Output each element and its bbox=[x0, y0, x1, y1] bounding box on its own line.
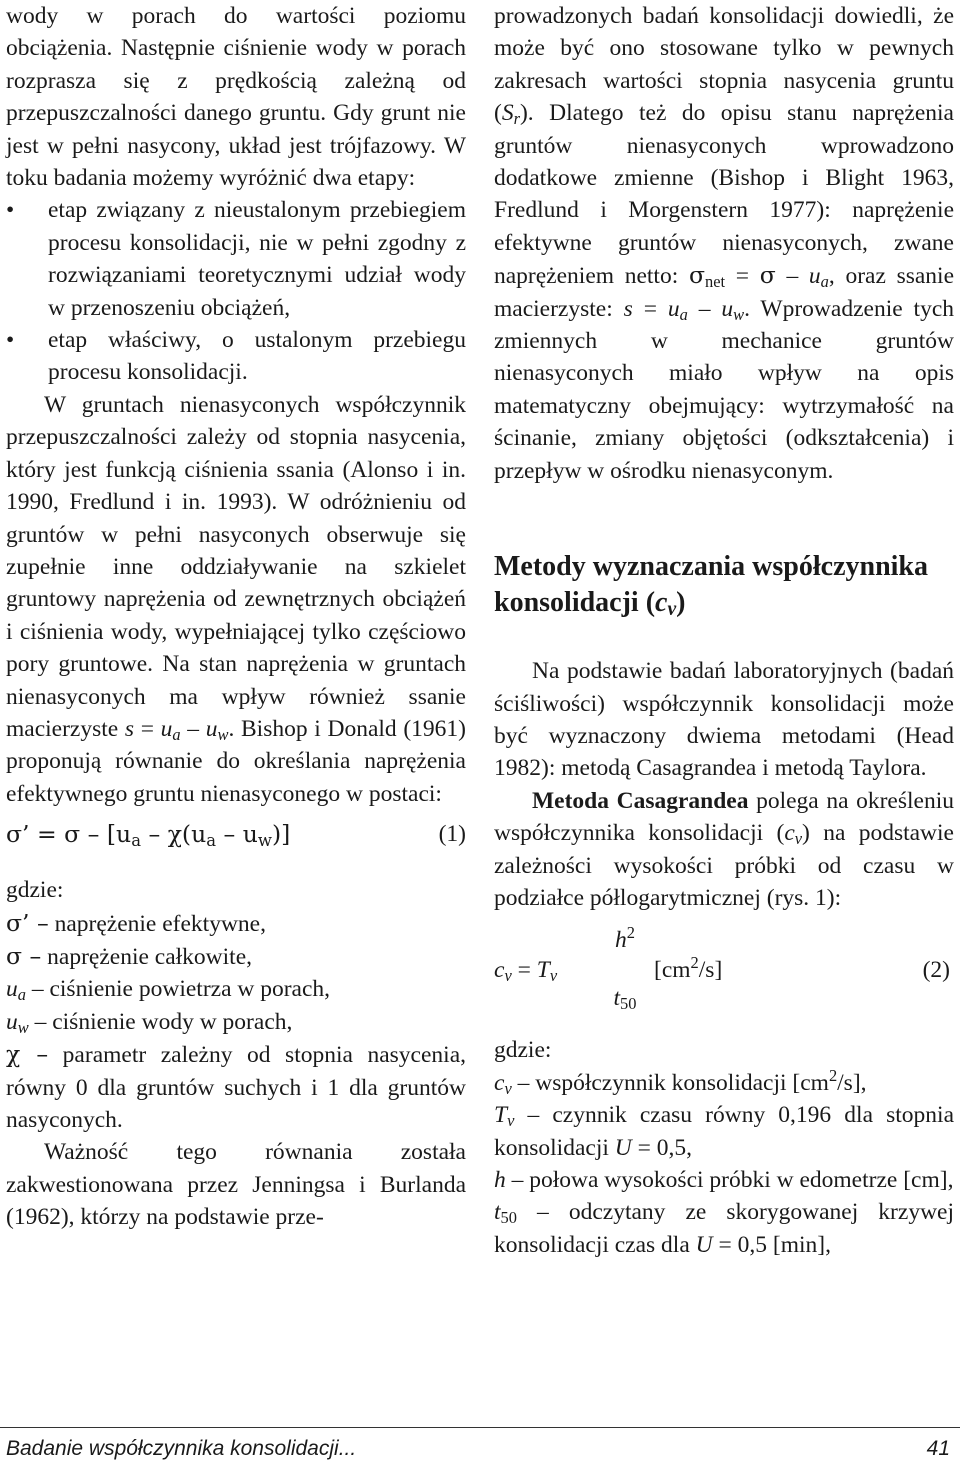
definition-list bbox=[6, 874, 466, 1136]
right-column bbox=[494, 0, 954, 1261]
list-item-text: etap właściwy, o ustalonym przebiegu procesu konsolidacji. bbox=[48, 327, 466, 386]
equation-fraction bbox=[600, 924, 650, 1014]
paragraph: Na podstawie badań laboratoryjnych (badań ściśliwości) współczynnik konsolidacji może być wyznaczony dwiema metodami (Head 1982): metodą Casagrandea i metodą Taylora. bbox=[494, 658, 954, 782]
definition-item: $T_v$ – czynnik czasu równy 0,196 dla stopnia konsolidacji U = 0,5, bbox=[494, 1102, 954, 1161]
definition-item: σ – naprężenie całkowite, bbox=[6, 941, 252, 970]
definition-item: σ’ – naprężenie efektywne, bbox=[6, 908, 266, 937]
list-item bbox=[6, 324, 466, 389]
footer-divider bbox=[0, 1427, 960, 1428]
definition-list bbox=[494, 1034, 954, 1261]
fraction-numerator: $h^2$ bbox=[615, 923, 635, 954]
definition-item: $c_v$ – współczynnik konsolidacji $[cm^2/s]$, bbox=[494, 1065, 867, 1098]
bullet-icon: • bbox=[6, 197, 15, 224]
list-item-text: etap związany z nieustalonym przebiegiem procesu konsolidacji, nie w pełni zgodny z rozwiązaniami teoretycznymi udział wody w przenoszeniu obciążeń, bbox=[48, 197, 466, 321]
bold-term: Metoda Casagrandea bbox=[532, 787, 749, 814]
equation-number: (1) bbox=[438, 821, 466, 848]
bullet-icon: • bbox=[6, 327, 15, 354]
paragraph: prowadzonych badań konsolidacji dowiedli, że może być ono stosowane tylko w pewnych zakresach wartości stopnia nasycenia gruntu $(S_r)$. Dlatego też do opisu stanu naprężenia gruntów nienasyconych wprowadzono dodatkowe zmienne (Bishop i Blight 1963, Fredlund i Morgenstern 1977): naprężenie efektywne gruntów nienasyconych, zwane naprężeniem netto: $\sigma_{net} = \sigma - u_a$, oraz ssanie macierzyste: $s = u_a - u_w$. Wprowadzenie tych zmiennych w mechanice gruntów nienasyconych miało wpływ na opis matematyczny obejmujący: wytrzymałość na ścinanie, zmiany objętości (odkształcenia) i przepływ w ośrodku nienasyconym. bbox=[494, 3, 955, 484]
where-label: gdzie: bbox=[6, 877, 64, 904]
equation-1 bbox=[6, 818, 466, 852]
equation-2 bbox=[494, 924, 954, 1020]
equation-lhs: $c_v = T_v$ bbox=[494, 957, 558, 986]
left-column bbox=[6, 0, 466, 1234]
equation-body: σ’ = σ – $[u_a - \chi(u_a - u_w)]$ bbox=[6, 820, 291, 851]
bullet-list bbox=[6, 194, 466, 388]
definition-item: $u_a$ – ciśnienie powietrza w porach, bbox=[6, 976, 331, 1005]
fraction-denominator: $t_{50}$ bbox=[613, 985, 637, 1014]
definition-item: $u_w$ – ciśnienie wody w porach, bbox=[6, 1008, 293, 1037]
section-heading: Metody wyznaczania współczynnika konsolidacji $(c_v)$ bbox=[494, 551, 928, 621]
paragraph: Metoda Casagrandea polega na określeniu współczynnika konsolidacji $(c_v)$ na podstawie zależności wysokości próbki od czasu w podziałce półlogarytmicznej (rys. 1): bbox=[494, 787, 954, 911]
definition-item: h – połowa wysokości próbki w edometrze [cm], bbox=[494, 1166, 954, 1193]
paragraph: wody w porach do wartości poziomu obciążenia. Następnie ciśnienie wody w porach rozprasza się z prędkością zależną od przepuszczalności danego gruntu. Gdy grunt nie jest w pełni nasycony, układ jest trójfazowy. W toku badania możemy wyróżnić dwa etapy: bbox=[6, 3, 466, 192]
equation-number: (2) bbox=[922, 957, 950, 984]
paragraph: W gruntach nienasyconych współczynnik przepuszczalności zależy od stopnia nasycenia, który jest funkcją ciśnienia ssania (Alonso i in. 1990, Fredlund i in. 1993). W odróżnieniu od gruntów w pełni nasyconych obserwuje się zupełnie inne oddziaływanie na szkielet gruntowy naprężenia od zewnętrznych obciążeń i ciśnienia wody, wypełniającej tylko częściowo pory gruntowe. Na stan naprężenia w gruntach nienasyconych ma wpływ również ssanie macierzyste $s = u_a - u_w$. Bishop i Donald (1961) proponują równanie do określania naprężenia efektywnego gruntu nienasyconego w postaci: bbox=[6, 391, 466, 807]
page-number: 41 bbox=[926, 1437, 950, 1460]
footer-title: Badanie współczynnika konsolidacji... bbox=[6, 1437, 357, 1460]
paragraph-text: W gruntach nienasyconych współczynnik przepuszczalności zależy od stopnia nasycenia, który jest funkcją ciśnienia ssania (Alonso i in. 1990, Fredlund i in. 1993). W odróżnieniu od gruntów w pełni nasyconych obserwuje się zupełnie inne oddziaływanie na szkielet gruntowy naprężenia od zewnętrznych obciążeń i ciśnienia wody, wypełniającej tylko częściowo pory gruntowe. Na stan naprężenia w gruntach nienasyconych ma wpływ również ssanie macierzyste bbox=[6, 391, 466, 742]
equation-unit: $[cm^2/s]$ bbox=[654, 953, 723, 984]
definition-item: χ – parametr zależny od stopnia nasycenia, równy 0 dla gruntów suchych i 1 dla gruntów nasyconych. bbox=[6, 1040, 467, 1133]
paragraph-text: . Bishop i Donald (1961) proponują równanie do określania naprężenia efektywnego gruntu nienasyconego w postaci: bbox=[6, 715, 466, 807]
where-label: gdzie: bbox=[494, 1037, 552, 1064]
definition-item: $t_{50}$ – odczytany ze skorygowanej krzywej konsolidacji czas dla U = 0,5 [min], bbox=[494, 1199, 954, 1258]
list-item bbox=[6, 194, 466, 324]
paragraph: Ważność tego równania została zakwestionowana przez Jenningsa i Burlanda (1962), którzy na podstawie prze- bbox=[6, 1139, 466, 1231]
